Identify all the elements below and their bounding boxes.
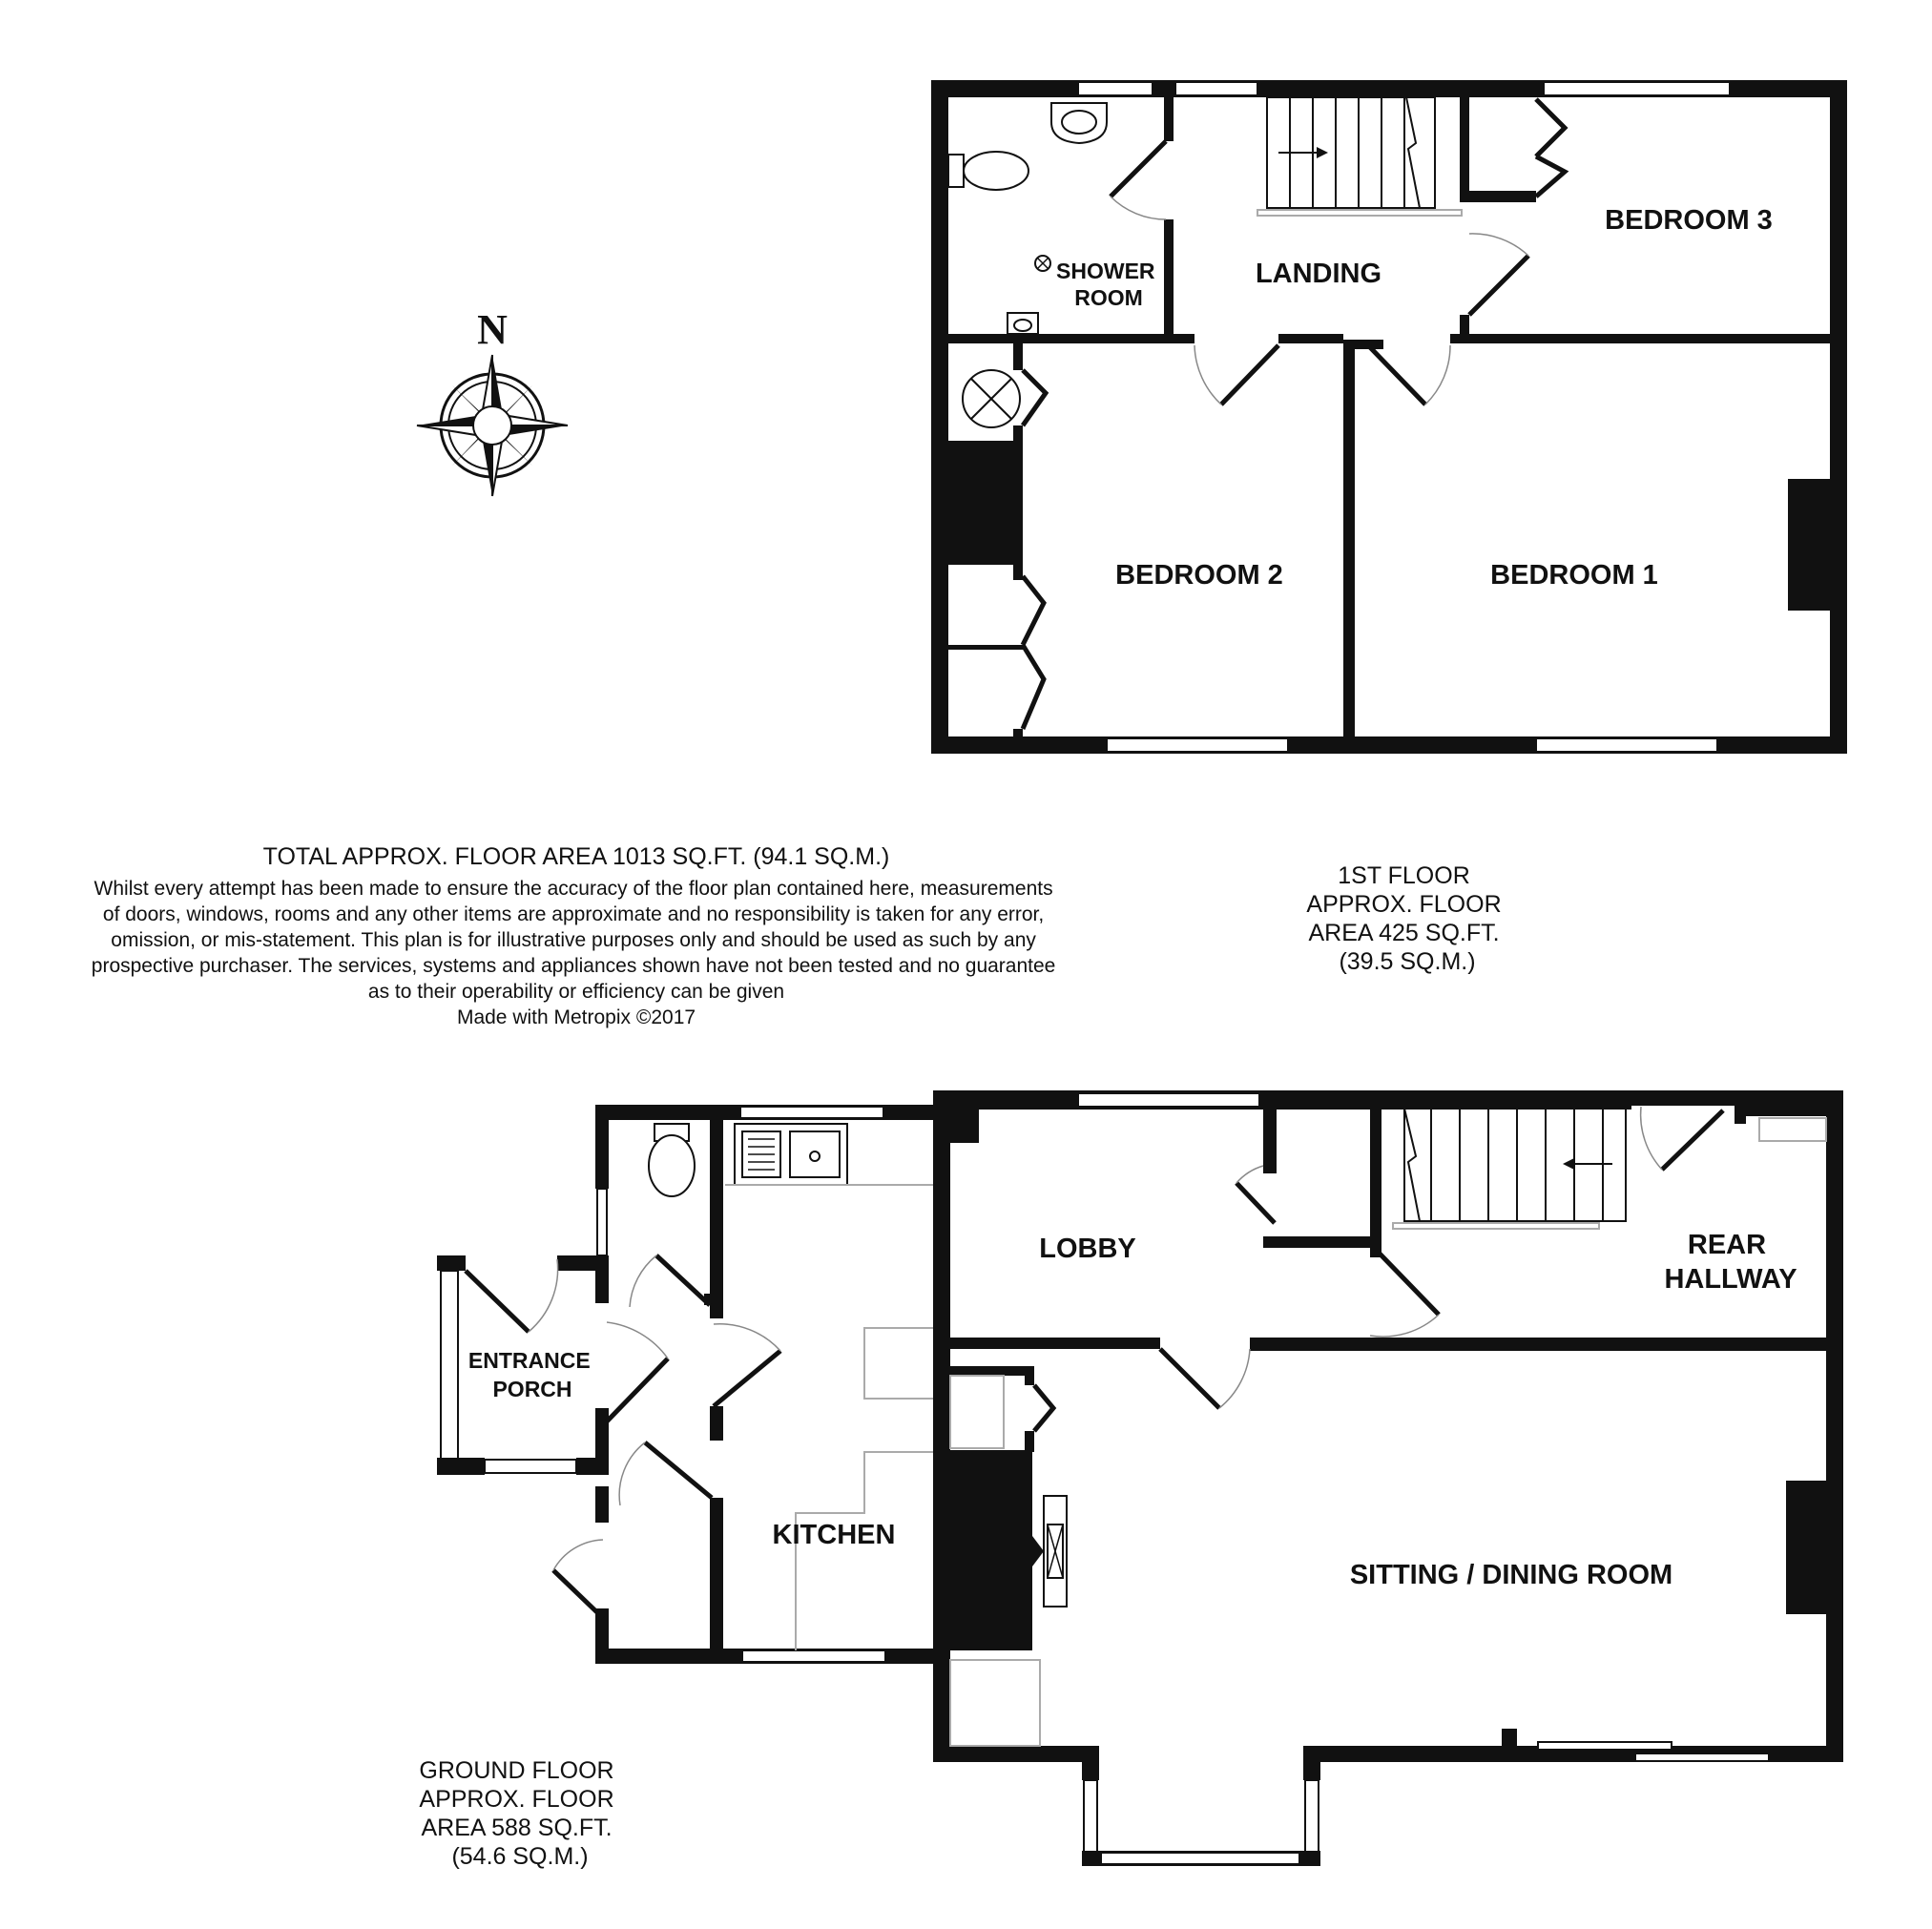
alcove-unit — [950, 1376, 1004, 1448]
wall — [437, 1458, 485, 1475]
wall — [945, 334, 1195, 343]
door — [1368, 345, 1450, 404]
wall — [1013, 343, 1023, 370]
staircase — [1393, 1109, 1626, 1229]
ground-floor-plan — [437, 1090, 1843, 1866]
boiler-tank-icon — [963, 370, 1020, 427]
first-floor-west-wall — [931, 80, 948, 754]
first-floor-east-wall — [1830, 80, 1847, 754]
wall — [1013, 425, 1023, 445]
wall — [933, 1090, 1631, 1110]
wall — [1025, 1431, 1034, 1452]
wall — [950, 1366, 1032, 1376]
rear-hallway-unit — [1759, 1118, 1826, 1141]
wall — [1303, 1753, 1320, 1780]
window — [597, 1189, 607, 1255]
sliding-door — [1635, 1753, 1769, 1761]
wall — [1370, 1105, 1381, 1248]
door — [1111, 141, 1166, 219]
total-floor-area: TOTAL APPROX. FLOOR AREA 1013 SQ.FT. (94.1 SQ.M.) — [262, 843, 890, 870]
room-label-shower-room: SHOWER ROOM — [1056, 259, 1155, 310]
wall — [595, 1486, 609, 1523]
wall — [1735, 1105, 1830, 1116]
room-label-landing: LANDING — [1255, 259, 1382, 289]
window — [485, 1460, 576, 1473]
room-label-entrance-porch: ENTRANCE PORCH — [467, 1348, 591, 1401]
cupboard-door — [1023, 370, 1046, 425]
wall — [557, 1255, 609, 1271]
door — [466, 1259, 558, 1332]
ground-floor-area: GROUND FLOOR APPROX. FLOOR AREA 588 SQ.FT. (54.6 SQ.M.) — [419, 1757, 614, 1870]
compass-rose-icon — [417, 355, 568, 496]
door — [553, 1540, 603, 1618]
chimney-breast — [1788, 479, 1832, 611]
window — [1078, 82, 1153, 95]
cupboard-door — [1034, 1385, 1053, 1431]
door — [607, 1322, 668, 1421]
metropix-credit: Made with Metropix ©2017 — [456, 1006, 696, 1028]
wall — [710, 1406, 723, 1441]
wall — [933, 1296, 948, 1345]
room-label-bedroom-1: BEDROOM 1 — [1490, 560, 1658, 591]
wardrobe-door — [1023, 576, 1044, 729]
toilet-icon — [649, 1124, 695, 1196]
wall — [1025, 1366, 1034, 1385]
wall — [1460, 315, 1469, 338]
wall — [933, 1107, 945, 1177]
door — [1370, 1254, 1439, 1337]
window — [1107, 738, 1288, 752]
window — [742, 1650, 885, 1662]
wall — [1343, 340, 1383, 349]
wall — [1631, 1090, 1843, 1106]
worktop-outline — [796, 1452, 933, 1650]
shower-drain-icon — [1035, 256, 1050, 271]
door — [1195, 345, 1278, 404]
wall — [1164, 95, 1174, 141]
wall — [1263, 1105, 1277, 1173]
wall — [1460, 191, 1536, 202]
worktop-outline — [864, 1328, 933, 1399]
room-label-sitting-dining-room: SITTING / DINING ROOM — [1349, 1560, 1673, 1590]
door — [630, 1255, 710, 1307]
chimney-breast — [1786, 1481, 1828, 1614]
door — [1469, 234, 1528, 315]
wall — [1826, 1090, 1843, 1762]
door — [1641, 1107, 1723, 1170]
window — [1544, 82, 1730, 95]
wall — [1502, 1729, 1517, 1748]
room-label-rear-hallway: REAR HALLWAY — [1664, 1230, 1797, 1295]
toilet-icon — [948, 152, 1028, 190]
wall — [1250, 1338, 1843, 1351]
sliding-door — [1538, 1742, 1672, 1750]
wall — [1164, 219, 1174, 342]
wall — [933, 1746, 1099, 1762]
room-label-lobby: LOBBY — [1039, 1234, 1136, 1264]
first-floor-area: 1ST FLOOR APPROX. FLOOR AREA 425 SQ.FT. (39.5 SQ.M.) — [1306, 862, 1502, 975]
wardrobe-door — [1536, 99, 1565, 197]
kitchen-sink-icon — [735, 1124, 847, 1185]
disclaimer-text: Whilst every attempt has been made to ensure the accuracy of the floor plan contained here, measurements of doors, windows, rooms and any other items are approximate and no responsibility is taken for any error, omission, or mis-statement. This plan is for illustrative purposes only and should be used as such by any prospective purchaser. The services, systems and appliances shown have not been tested and no guarantee as to their operability or efficiency can be given — [91, 878, 1056, 1003]
wall — [945, 645, 1023, 650]
window — [1078, 1093, 1259, 1107]
wall — [437, 1255, 466, 1271]
window — [1084, 1780, 1097, 1853]
alcove-unit — [950, 1660, 1040, 1746]
room-label-bedroom-2: BEDROOM 2 — [1115, 560, 1283, 591]
door — [714, 1324, 780, 1406]
first-floor-plan — [931, 80, 1847, 754]
door — [1160, 1349, 1250, 1408]
wall — [1343, 340, 1355, 740]
wall — [948, 1338, 1160, 1349]
wall — [1278, 334, 1343, 343]
wall — [710, 1498, 723, 1658]
wall — [576, 1458, 609, 1475]
washbasin-icon — [1051, 103, 1107, 143]
disclaimer-block — [92, 843, 1061, 1028]
washbasin-icon — [1008, 313, 1038, 334]
door — [619, 1442, 712, 1505]
window — [1101, 1853, 1299, 1864]
room-label-kitchen: KITCHEN — [772, 1520, 896, 1550]
wall — [710, 1118, 723, 1318]
window — [441, 1271, 458, 1467]
wall — [1450, 334, 1832, 343]
wall — [1263, 1236, 1381, 1248]
chimney-breast — [950, 1450, 1032, 1650]
wall — [595, 1105, 609, 1189]
compass — [417, 306, 568, 496]
wall — [1460, 95, 1469, 200]
door — [1236, 1166, 1275, 1223]
window — [740, 1107, 883, 1118]
staircase — [1257, 97, 1462, 216]
wall — [1082, 1753, 1099, 1780]
wall — [1735, 1105, 1746, 1124]
wall — [1013, 729, 1023, 738]
wall — [948, 1107, 979, 1143]
window — [1536, 738, 1717, 752]
compass-north-label: N — [477, 306, 508, 353]
window — [1175, 82, 1257, 95]
window — [1305, 1780, 1319, 1853]
room-label-bedroom-3: BEDROOM 3 — [1605, 205, 1773, 236]
chimney-breast — [945, 448, 1023, 565]
fireplace-icon — [1032, 1496, 1067, 1607]
